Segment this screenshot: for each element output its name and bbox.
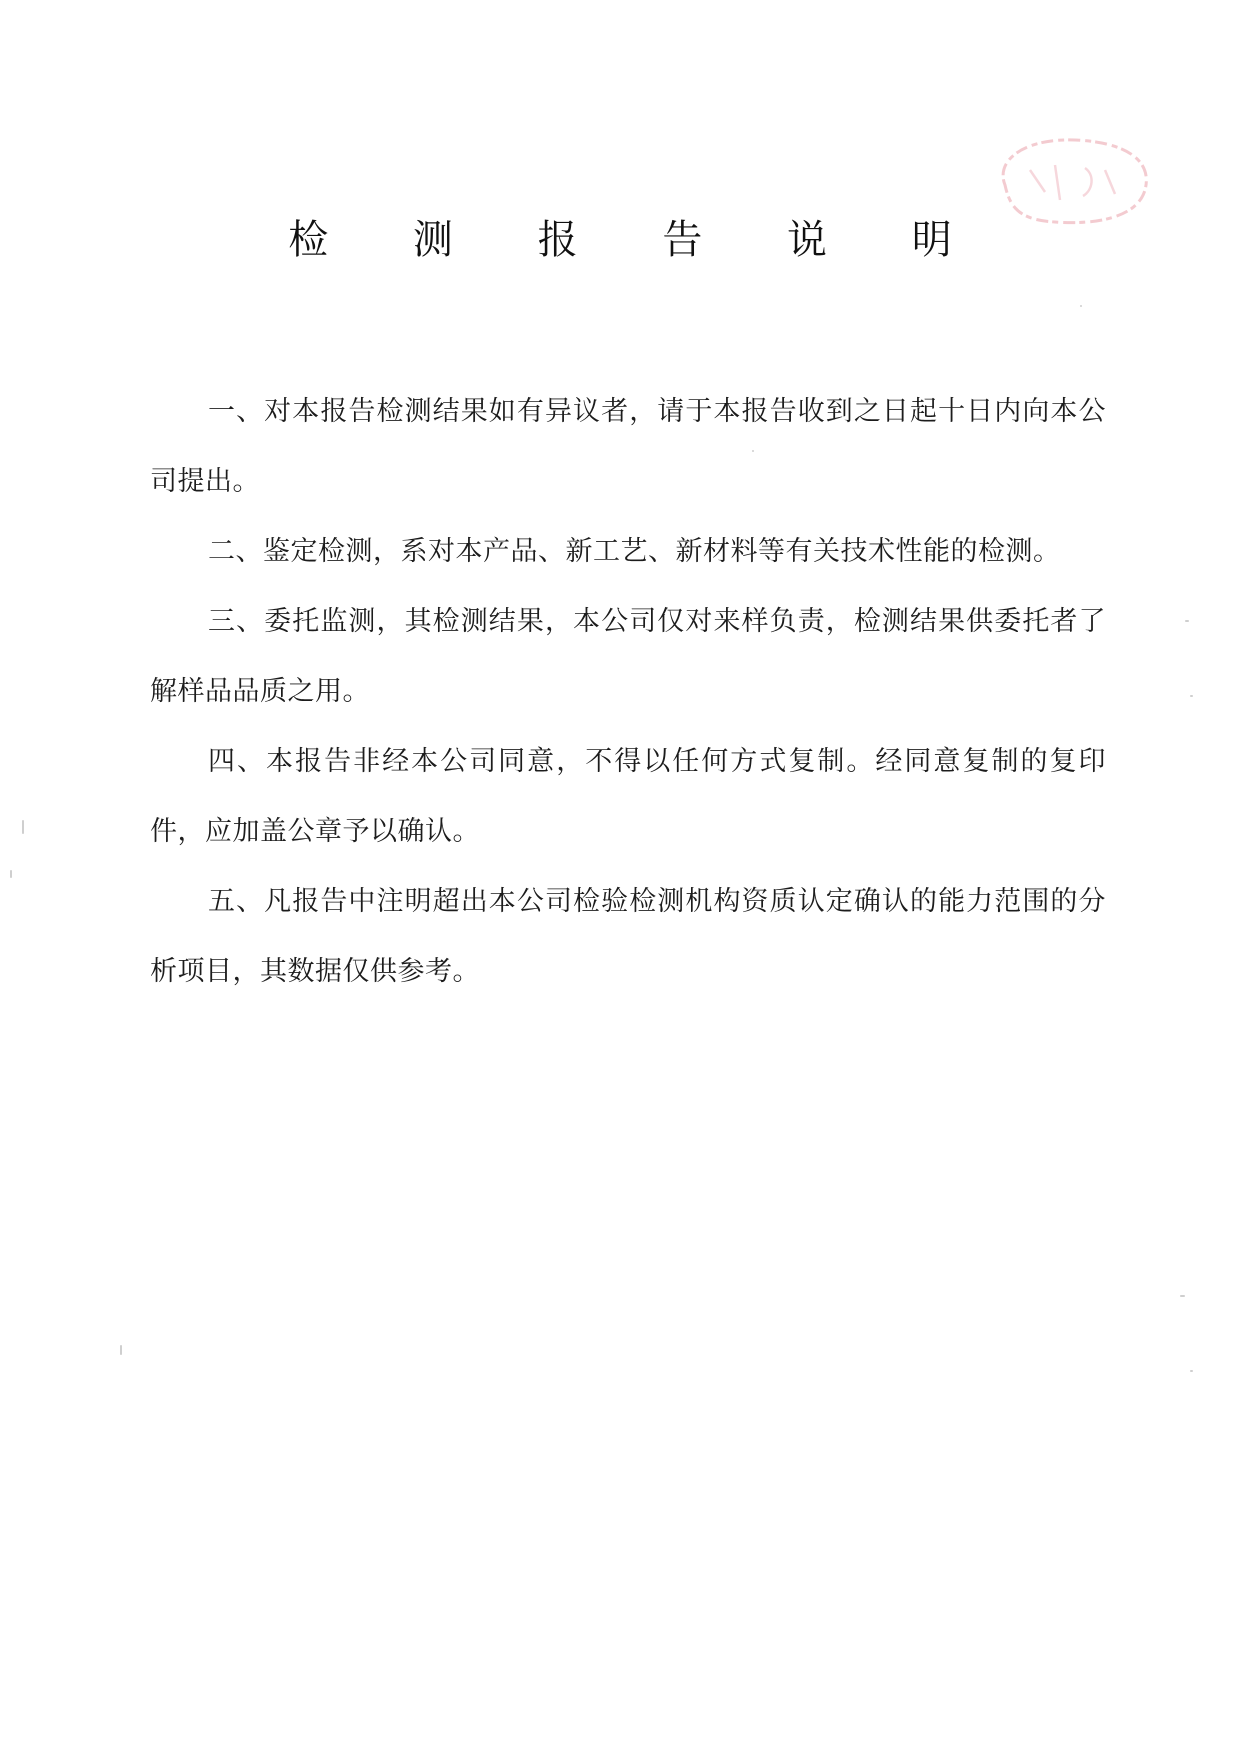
clause-5: 五、凡报告中注明超出本公司检验检测机构资质认定确认的能力范围的分析项目，其数据仅供参考。 [150,886,1106,987]
clause-4: 四、本报告非经本公司同意，不得以任何方式复制。经同意复制的复印件，应加盖公章予以确认。 [150,746,1106,847]
scan-speck [1190,1370,1193,1372]
document-body [150,377,1106,1007]
document-title: 检 测 报 告 说 明 [288,217,988,263]
scan-speck [1180,1295,1185,1297]
scan-speck [120,1345,122,1355]
scan-speck [1080,305,1082,307]
scan-speck [10,870,12,878]
scan-speck [1185,620,1189,622]
scan-speck [22,820,24,834]
clause-3: 三、委托监测，其检测结果，本公司仅对来样负责，检测结果供委托者了解样品品质之用。 [150,606,1106,707]
clause-2: 二、鉴定检测，系对本产品、新工艺、新材料等有关技术性能的检测。 [208,536,1061,567]
scan-speck [1190,695,1193,697]
scan-speck [752,450,754,452]
clause-1: 一、对本报告检测结果如有异议者，请于本报告收到之日起十日内向本公司提出。 [150,396,1106,497]
